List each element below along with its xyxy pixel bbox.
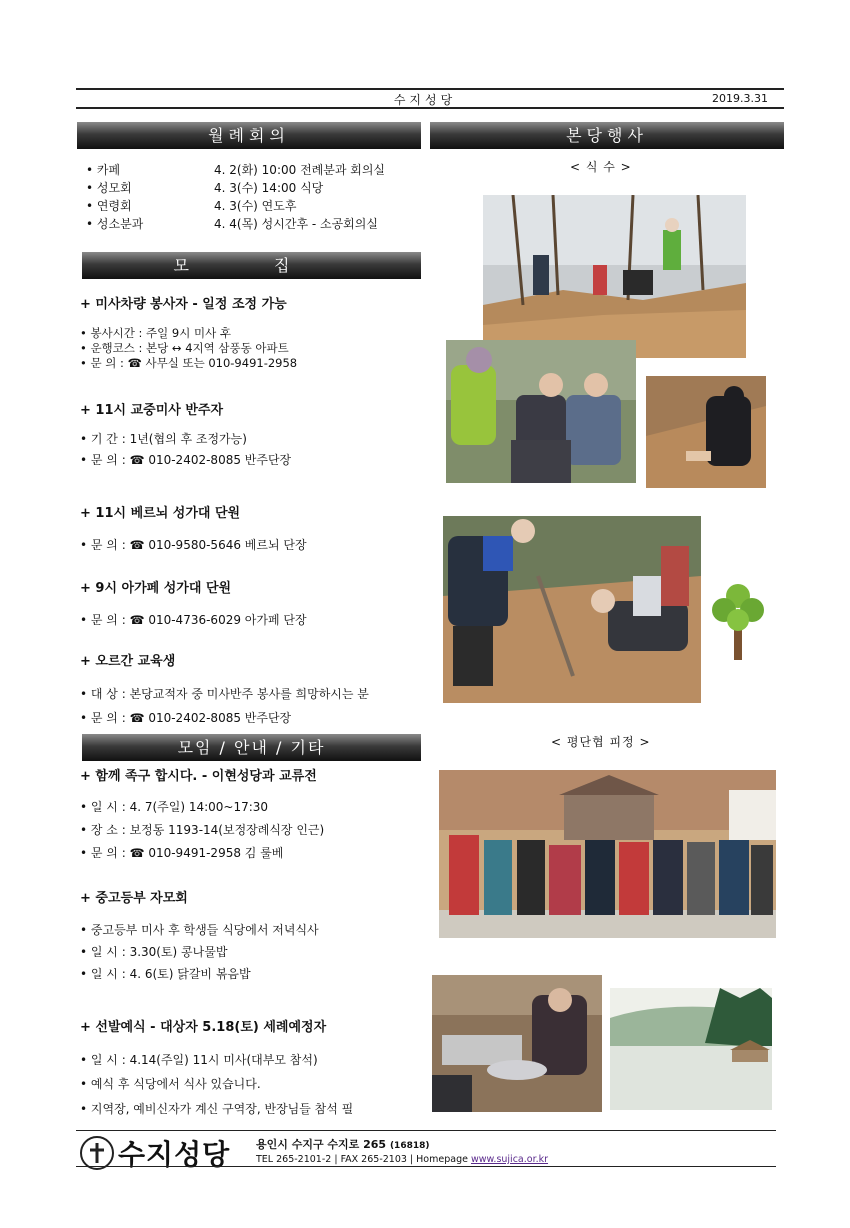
tree-icon bbox=[708, 578, 768, 660]
list-item: • 연령회 4. 3(수) 연도후 bbox=[86, 199, 297, 213]
tree-planting-photo-1 bbox=[483, 195, 746, 358]
meeting-bar: 모임 / 안내 / 기타 bbox=[82, 734, 421, 761]
recruit-organist-line: • 문 의 : ☎ 010-2402-8085 반주단장 bbox=[80, 453, 292, 467]
events-bar: 본당행사 bbox=[430, 122, 784, 149]
header-top-rule bbox=[76, 88, 784, 90]
recruit-agape-choir-title: + 9시 아가페 성가대 단원 bbox=[80, 581, 232, 596]
meeting-parents-line: • 일 시 : 4. 6(토) 닭갈비 볶음밥 bbox=[80, 967, 251, 981]
recruit-berneux-choir-title: + 11시 베르뇌 성가대 단원 bbox=[80, 506, 241, 521]
recruit-organ-student-line: • 대 상 : 본당교적자 중 미사반주 봉사를 희망하시는 분 bbox=[80, 687, 369, 701]
homepage-link[interactable]: www.sujica.or.kr bbox=[470, 1154, 549, 1165]
list-item: • 카페 4. 2(화) 10:00 전례분과 회의실 bbox=[86, 163, 386, 177]
header-date: 2019.3.31 bbox=[712, 92, 768, 105]
tree-planting-photo-2 bbox=[446, 340, 636, 483]
recruit-bar: 모 집 bbox=[82, 252, 421, 279]
tree-planting-photo-3 bbox=[646, 376, 766, 488]
retreat-group-photo bbox=[439, 770, 776, 938]
header-bottom-rule bbox=[76, 107, 784, 109]
retreat-landscape-painting bbox=[610, 988, 772, 1110]
meeting-footvolley-line: • 장 소 : 보정동 1193-14(보정장례식장 인근) bbox=[80, 823, 325, 837]
list-item: • 성모회 4. 3(수) 14:00 식당 bbox=[86, 181, 324, 195]
meeting-election-line: • 일 시 : 4.14(주일) 11시 미사(대부모 참석) bbox=[80, 1053, 318, 1067]
retreat-caption: < 평단협 피정 > bbox=[551, 735, 651, 749]
recruit-driver-line: • 운행코스 : 본당 ↔ 4지역 삼풍동 아파트 bbox=[80, 341, 289, 355]
recruit-driver-title: + 미사차량 봉사자 - 일정 조정 가능 bbox=[80, 297, 287, 312]
list-item: • 성소분과 4. 4(목) 성시간후 - 소공회의실 bbox=[86, 217, 378, 231]
recruit-organ-student-line: • 문 의 : ☎ 010-2402-8085 반주단장 bbox=[80, 711, 292, 725]
retreat-kitchen-photo bbox=[432, 975, 602, 1112]
recruit-organ-student-title: + 오르간 교육생 bbox=[80, 654, 176, 669]
monthly-meeting-bar: 월례회의 bbox=[77, 122, 421, 149]
meeting-parents-line: • 일 시 : 3.30(토) 콩나물밥 bbox=[80, 945, 228, 959]
recruit-driver-line: • 문 의 : ☎ 사무실 또는 010-9491-2958 bbox=[80, 356, 298, 370]
monthly-meeting-list bbox=[86, 161, 416, 233]
tree-planting-photo-4 bbox=[443, 516, 701, 703]
recruit-organist-line: • 기 간 : 1년(협의 후 조정가능) bbox=[80, 432, 247, 446]
recruit-driver-line: • 봉사시간 : 주일 9시 미사 후 bbox=[80, 326, 231, 340]
meeting-parents-line: • 중고등부 미사 후 학생들 식당에서 저녁식사 bbox=[80, 923, 319, 937]
recruit-berneux-choir-line: • 문 의 : ☎ 010-9580-5646 베르뇌 단장 bbox=[80, 538, 307, 552]
footer-logo-text: 수지성당 bbox=[118, 1138, 231, 1171]
church-logo-icon bbox=[80, 1136, 114, 1170]
footer-bottom-rule bbox=[76, 1166, 776, 1167]
meeting-election-line: • 지역장, 예비신자가 계신 구역장, 반장님들 참석 필 bbox=[80, 1102, 354, 1116]
recruit-organist-title: + 11시 교중미사 반주자 bbox=[80, 403, 224, 418]
footer-top-rule bbox=[76, 1130, 776, 1131]
meeting-election-title: + 선발예식 - 대상자 5.18(토) 세례예정자 bbox=[80, 1020, 327, 1035]
meeting-footvolley-line: • 문 의 : ☎ 010-9491-2958 김 룰베 bbox=[80, 846, 284, 860]
meeting-footvolley-line: • 일 시 : 4. 7(주일) 14:00~17:30 bbox=[80, 800, 269, 814]
header-title: 수지성당 bbox=[393, 93, 457, 107]
footer-address: 용인시 수지구 수지로 265 (16818) bbox=[256, 1138, 430, 1151]
meeting-footvolley-title: + 함께 족구 합시다. - 이현성당과 교류전 bbox=[80, 769, 317, 784]
footer-contact: TEL 265-2101-2 | FAX 265-2103 | Homepage www.sujica.or.kr bbox=[256, 1154, 549, 1165]
meeting-parents-title: + 중고등부 자모회 bbox=[80, 891, 188, 906]
meeting-election-line: • 예식 후 식당에서 식사 있습니다. bbox=[80, 1077, 261, 1091]
recruit-agape-choir-line: • 문 의 : ☎ 010-4736-6029 아가페 단장 bbox=[80, 613, 307, 627]
tree-planting-caption: < 식 수 > bbox=[570, 160, 632, 174]
